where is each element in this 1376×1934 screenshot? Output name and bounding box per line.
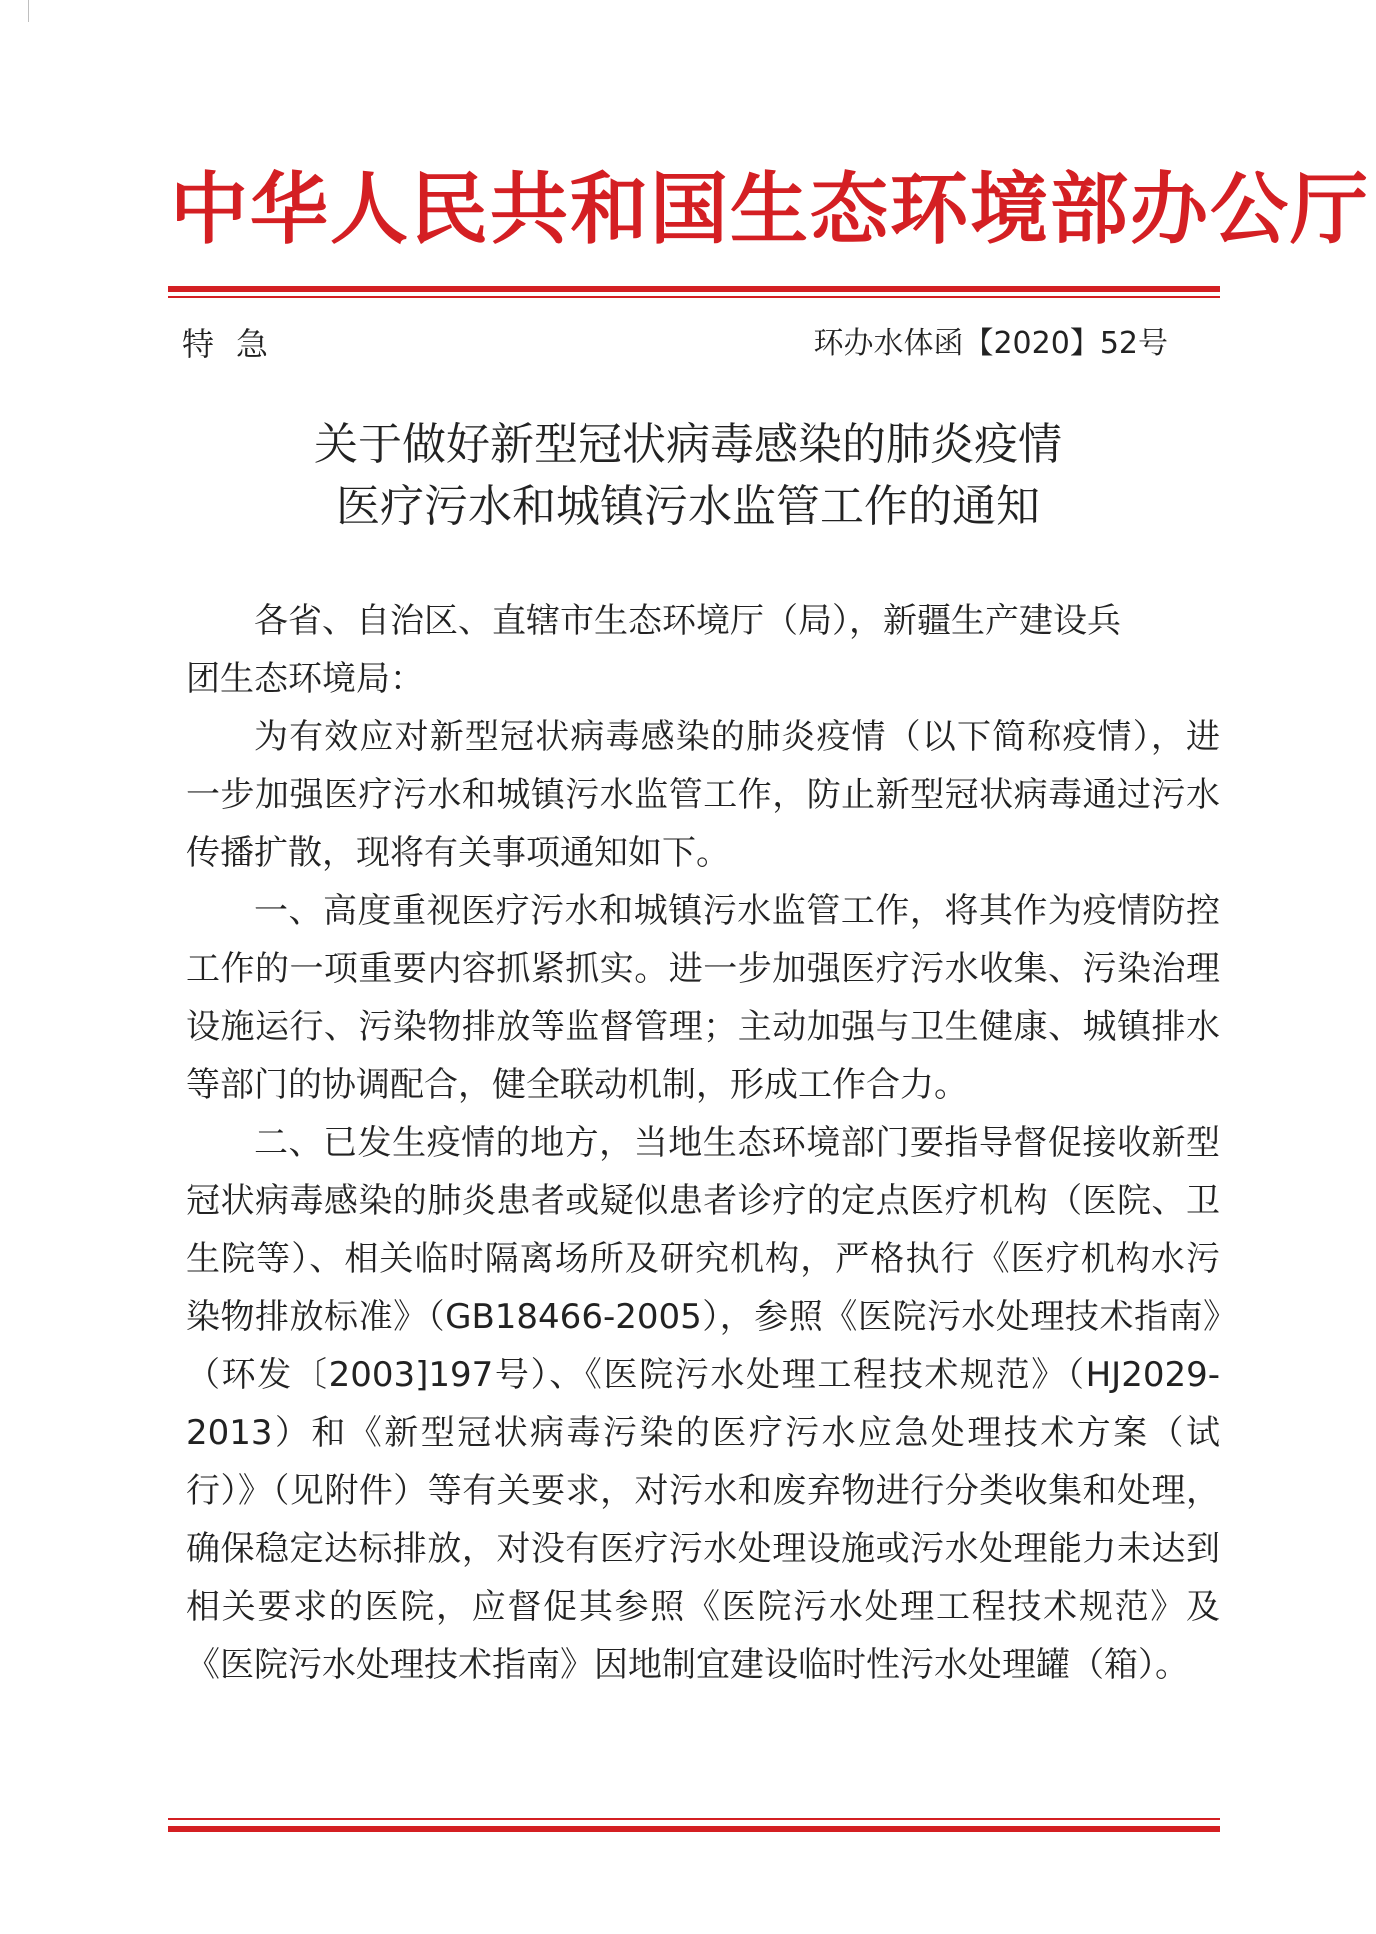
- header-rule-thick: [168, 286, 1220, 292]
- document-body: [186, 592, 1220, 1694]
- title-line-2: 医疗污水和城镇污水监管工作的通知: [336, 481, 1040, 532]
- salutation-line-2: 团生态环境局：: [186, 659, 424, 699]
- urgency-label: 特急: [182, 325, 291, 363]
- salutation-line-1: 各省、自治区、直辖市生态环境厅（局），新疆生产建设兵: [254, 601, 1121, 641]
- footer-rule-thin: [168, 1818, 1220, 1820]
- crop-mark: [28, 0, 29, 22]
- body-paragraph-item-2: 二、已发生疫情的地方，当地生态环境部门要指导督促接收新型冠状病毒感染的肺炎患者或疑似患者诊疗的定点医疗机构（医院、卫生院等）、相关临时隔离场所及研究机构，严格执行《医疗机构水污染物排放标准》（GB18466-2005），参照《医院污水处理技术指南》（环发〔2003]197号）、《医院污水处理工程技术规范》（HJ2029-2013）和《新型冠状病毒污染的医疗污水应急处理技术方案（试行）》（见附件）等有关要求，对污水和废弃物进行分类收集和处理，确保稳定达标排放，对没有医疗污水处理设施或污水处理能力未达到相关要求的医院，应督促其参照《医院污水处理工程技术规范》及《医院污水处理技术指南》因地制宜建设临时性污水处理罐（箱）。: [186, 1123, 1220, 1685]
- footer-rule-thick: [168, 1826, 1220, 1832]
- title-line-1: 关于做好新型冠状病毒感染的肺炎疫情: [314, 419, 1062, 470]
- body-paragraph-item-1: 一、高度重视医疗污水和城镇污水监管工作，将其作为疫情防控工作的一项重要内容抓紧抓实。进一步加强医疗污水收集、污染治理设施运行、污染物排放等监督管理；主动加强与卫生健康、城镇排水等部门的协调配合，健全联动机制，形成工作合力。: [186, 891, 1220, 1105]
- agency-header: 中华人民共和国生态环境部办公厅: [170, 164, 1371, 255]
- document-title: [188, 414, 1188, 538]
- body-paragraph-intro: 为有效应对新型冠状病毒感染的肺炎疫情（以下简称疫情），进一步加强医疗污水和城镇污水监管工作，防止新型冠状病毒通过污水传播扩散，现将有关事项通知如下。: [186, 717, 1220, 873]
- document-number: 环办水体函【2020】52号: [813, 326, 1168, 361]
- header-rule-thin: [168, 296, 1220, 298]
